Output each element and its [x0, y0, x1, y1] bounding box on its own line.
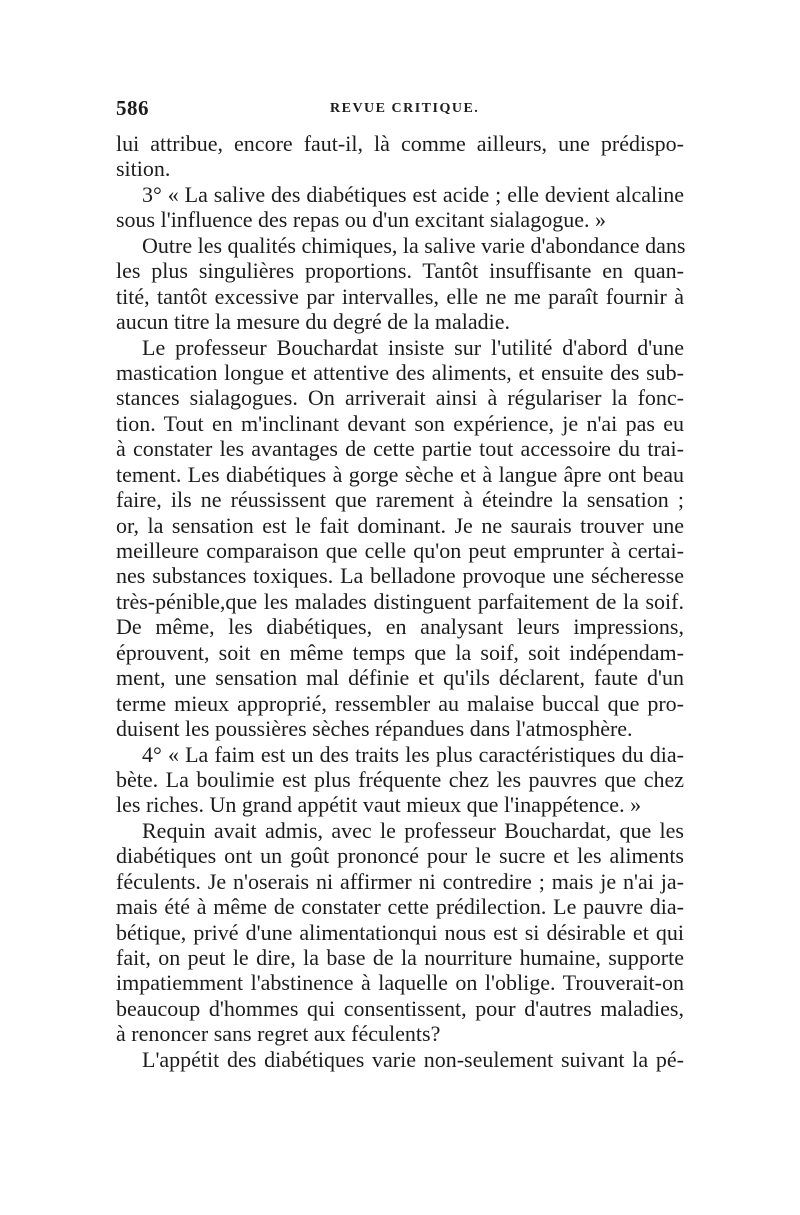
- text-line: Requin avait admis, avec le professeur Bouchardat, que les: [142, 817, 684, 843]
- body-text: [116, 131, 684, 1072]
- text-line: mais été à même de constater cette prédilection. Le pauvre dia-: [116, 894, 684, 920]
- text-line: ment, une sensation mal définie et qu'ils déclarent, faute d'un: [116, 665, 684, 691]
- text-line: Outre les qualités chimiques, la salive varie d'abondance dans: [142, 232, 686, 258]
- text-line: or, la sensation est le fait dominant. Je ne saurais trouver une: [116, 512, 684, 538]
- text-line: très-pénible,que les malades distinguent parfaitement de la soif.: [116, 588, 684, 614]
- text-line: terme mieux approprié, ressembler au malaise buccal que pro-: [116, 690, 684, 716]
- text-line: mastication longue et attentive des aliments, et ensuite des sub-: [116, 359, 684, 385]
- text-line: meilleure comparaison que celle qu'on peut emprunter à certai-: [116, 538, 684, 563]
- text-line: fait, on peut le dire, la base de la nourriture humaine, supporte: [116, 945, 684, 970]
- text-line: L'appétit des diabétiques varie non-seulement suivant la pé-: [142, 1046, 684, 1072]
- text-line: les plus singulières proportions. Tantôt insuffisante en quan-: [116, 258, 684, 284]
- text-line: à constater les avantages de cette partie tout accessoire du trai-: [116, 436, 684, 462]
- text-line: bétique, privé d'une alimentationqui nous est si désirable et qui: [116, 919, 684, 945]
- text-line: diabétiques ont un goût prononcé pour le sucre et les aliments: [116, 843, 684, 869]
- text-line: beaucoup d'hommes qui consentissent, pour d'autres maladies,: [116, 995, 684, 1021]
- text-line: tité, tantôt excessive par intervalles, elle ne me paraît fournir à: [116, 283, 684, 309]
- text-line: duisent les poussières sèches répandues dans l'atmosphère.: [116, 716, 633, 742]
- text-line: lui attribue, encore faut-il, là comme ailleurs, une prédispo-: [116, 131, 684, 156]
- text-line: De même, les diabétiques, en analysant leurs impressions,: [116, 614, 684, 640]
- text-line: faire, ils ne réussissent que rarement à éteindre la sensation ;: [116, 487, 684, 513]
- text-line: Le professeur Bouchardat insiste sur l'utilité d'abord d'une: [142, 334, 684, 360]
- page-number: 586: [116, 96, 149, 120]
- text-line: aucun titre la mesure du degré de la maladie.: [116, 309, 510, 335]
- text-line: sition.: [116, 156, 171, 182]
- text-line: impatiemment l'abstinence à laquelle on l'oblige. Trouverait-on: [116, 970, 684, 996]
- text-line: nes substances toxiques. La belladone provoque une sécheresse: [116, 563, 684, 589]
- text-line: éprouvent, soit en même temps que la soif, soit indépendam-: [116, 639, 684, 665]
- text-line: à renoncer sans regret aux féculents?: [116, 1021, 441, 1047]
- text-line: 4° « La faim est un des traits les plus caractéristiques du dia-: [142, 741, 684, 767]
- page-header: [116, 96, 688, 126]
- text-line: tion. Tout en m'inclinant devant son expérience, je n'ai pas eu: [116, 410, 684, 436]
- text-line: les riches. Un grand appétit vaut mieux que l'inappétence. »: [116, 792, 642, 818]
- text-line: sous l'influence des repas ou d'un excitant sialagogue. »: [116, 207, 606, 233]
- text-line: 3° « La salive des diabétiques est acide ; elle devient alcaline: [142, 181, 684, 207]
- text-line: bète. La boulimie est plus fréquente chez les pauvres que chez: [116, 766, 684, 792]
- text-line: tement. Les diabétiques à gorge sèche et à langue âpre ont beau: [116, 461, 684, 487]
- running-head: REVUE CRITIQUE.: [330, 101, 480, 116]
- text-line: féculents. Je n'oserais ni affirmer ni contredire ; mais je n'ai ja-: [116, 868, 684, 894]
- text-line: stances sialagogues. On arriverait ainsi à régulariser la fonc-: [116, 385, 684, 411]
